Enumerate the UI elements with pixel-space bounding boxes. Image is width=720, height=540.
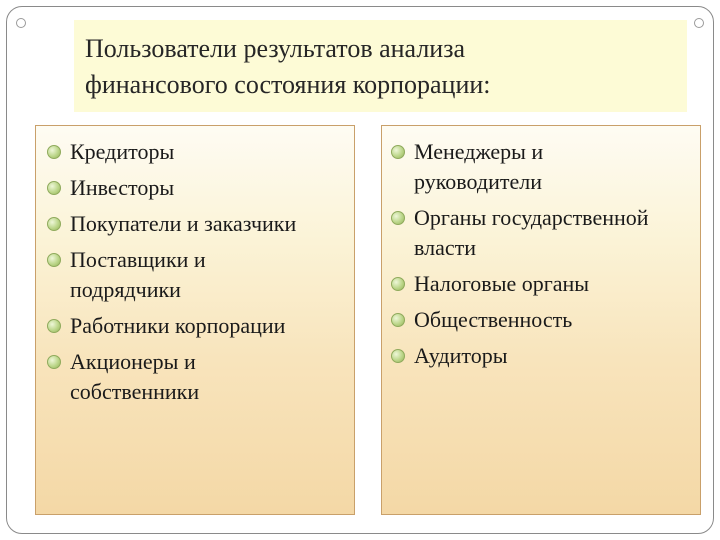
left-column <box>35 125 355 515</box>
right-list <box>382 126 700 371</box>
round-bullet-icon <box>47 145 61 159</box>
list-item-text: Кредиторы <box>70 139 175 164</box>
list-item-text: Акционеры и <box>70 349 196 374</box>
list-item-text: Органы государственной <box>414 205 649 230</box>
round-bullet-icon <box>47 253 61 267</box>
list-item <box>390 203 700 263</box>
list-item-text-continued: руководители <box>414 169 542 194</box>
list-item-text-continued: собственники <box>70 379 200 404</box>
round-bullet-icon <box>47 217 61 231</box>
list-item-text: Менеджеры и <box>414 139 544 164</box>
round-bullet-icon <box>47 319 61 333</box>
list-item-text-continued: власти <box>414 235 476 260</box>
list-item-text: Покупатели и заказчики <box>70 211 297 236</box>
list-item <box>46 209 354 239</box>
list-item <box>46 137 354 167</box>
list-item-text: Общественность <box>414 307 573 332</box>
list-item-text-continued: подрядчики <box>70 277 181 302</box>
list-item <box>390 305 700 335</box>
corner-dot-icon <box>16 18 26 28</box>
round-bullet-icon <box>391 313 405 327</box>
list-item-text: Работники корпорации <box>70 313 286 338</box>
round-bullet-icon <box>47 181 61 195</box>
left-list <box>36 126 354 407</box>
list-item <box>390 341 700 371</box>
round-bullet-icon <box>391 349 405 363</box>
right-column <box>381 125 701 515</box>
round-bullet-icon <box>391 211 405 225</box>
round-bullet-icon <box>391 145 405 159</box>
list-item <box>46 311 354 341</box>
list-item-text: Налоговые органы <box>414 271 590 296</box>
title-line-1: Пользователи результатов анализа <box>85 34 466 63</box>
round-bullet-icon <box>391 277 405 291</box>
round-bullet-icon <box>47 355 61 369</box>
list-item-text: Аудиторы <box>414 343 508 368</box>
list-item <box>46 173 354 203</box>
list-item-text: Поставщики и <box>70 247 206 272</box>
list-item <box>390 137 700 197</box>
list-item <box>46 347 354 407</box>
list-item-text: Инвесторы <box>70 175 175 200</box>
title-box <box>74 20 687 112</box>
corner-dot-icon <box>694 18 704 28</box>
title-line-2: финансового состояния корпорации: <box>85 70 491 99</box>
list-item <box>46 245 354 305</box>
list-item <box>390 269 700 299</box>
